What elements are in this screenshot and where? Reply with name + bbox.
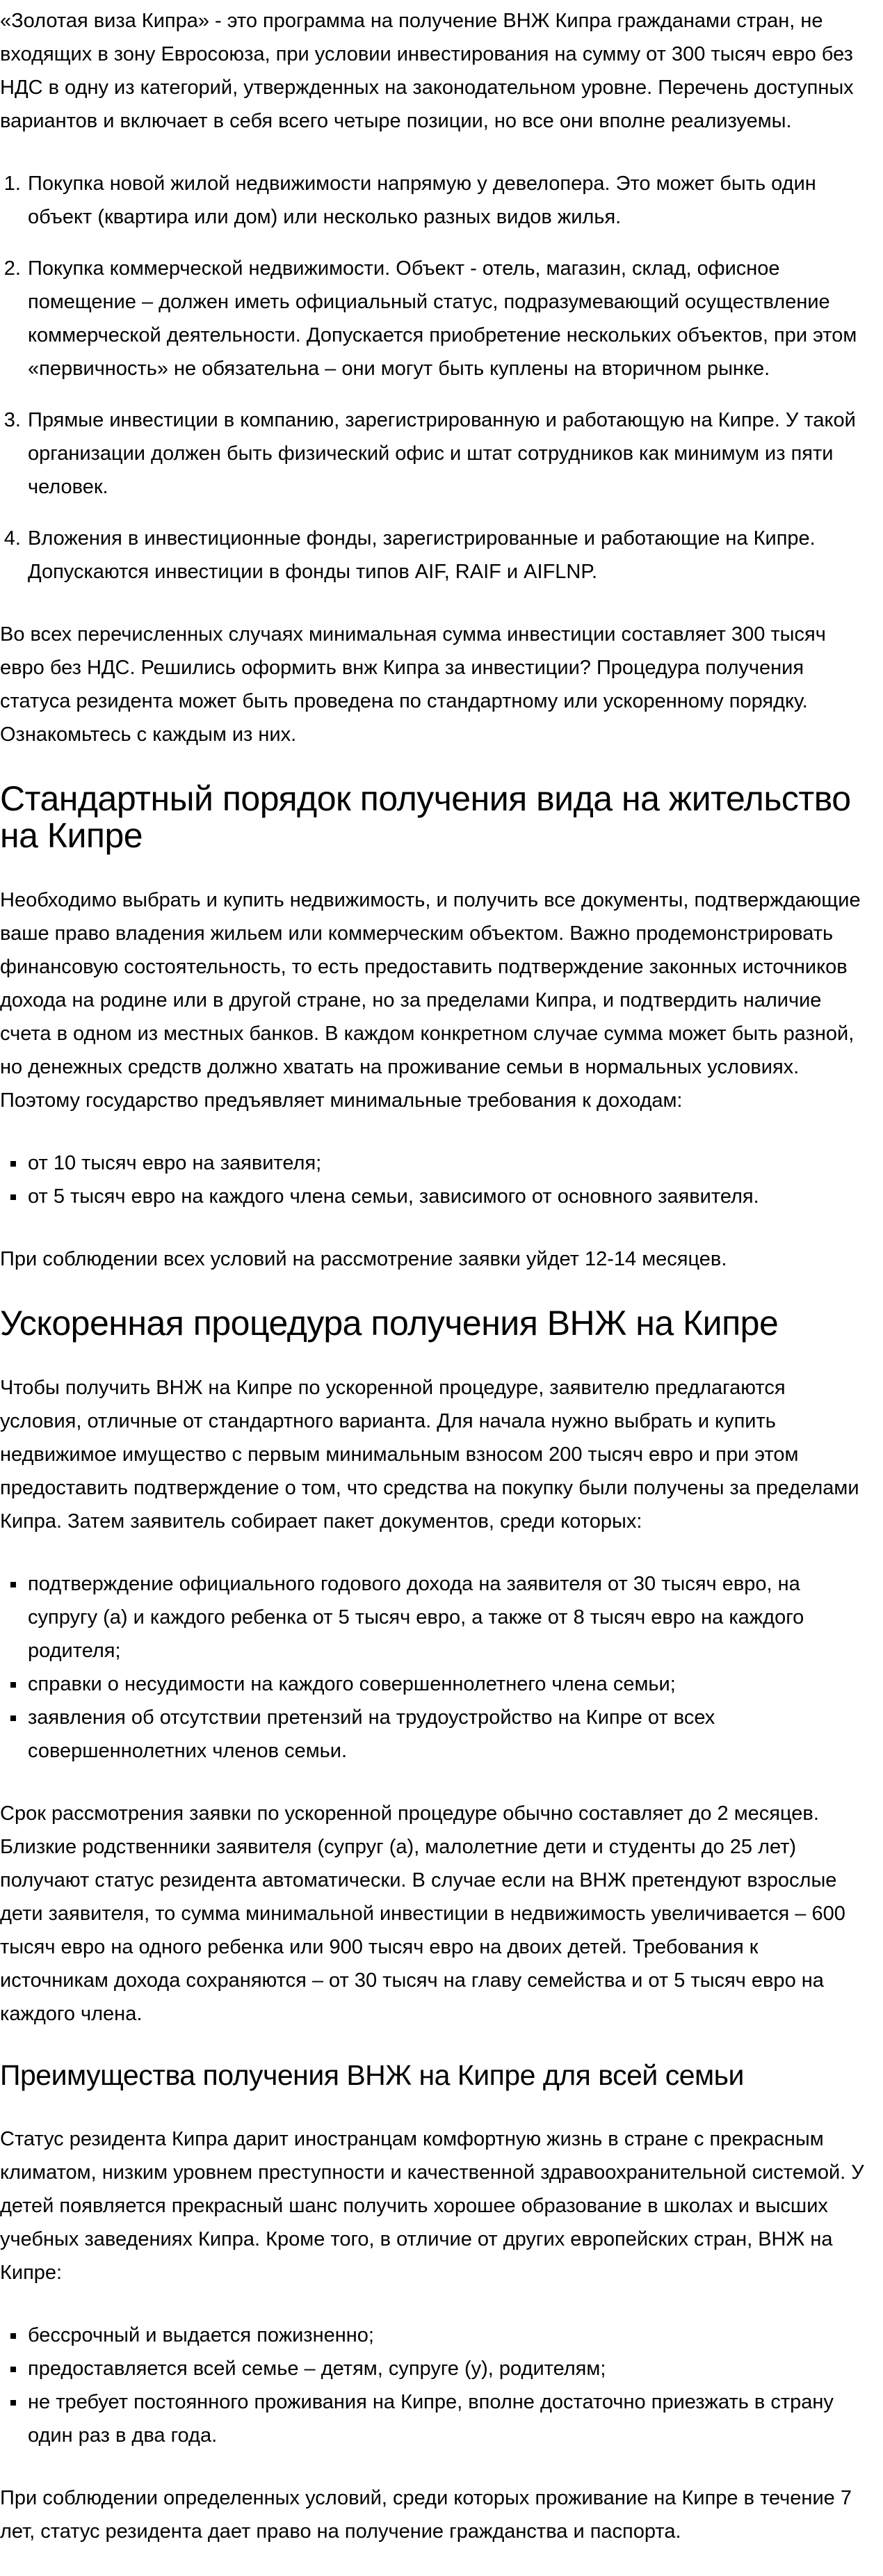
document-item: ▪ справки о несудимости на каждого совершеннолетнего члена семьи; bbox=[26, 1667, 868, 1701]
benefits-heading: Преимущества получения ВНЖ на Кипре для всей семьи bbox=[0, 2059, 744, 2091]
option-item: 1. Покупка новой жилой недвижимости напрямую у девелопера. Это может быть один объект (квартира или дом) или несколько разных видов жилья. bbox=[26, 167, 868, 234]
fast-track-heading: Ускоренная процедура получения ВНЖ на Кипре bbox=[0, 1304, 779, 1343]
processing-time-paragraph: При соблюдении всех условий на рассмотрение заявки уйдет 12-14 месяцев. bbox=[0, 1248, 727, 1270]
article bbox=[0, 4, 868, 2548]
investment-summary-paragraph: Во всех перечисленных случаях минимальная сумма инвестиции составляет 300 тысяч евро без НДС. Решились оформить внж Кипра за инвестиции? Процедура получения статуса резидента может быть проведена по стандартному или ускоренному порядку. Ознакомьтесь с каждым из них. bbox=[0, 623, 826, 746]
fast-track-paragraph: Чтобы получить ВНЖ на Кипре по ускоренной процедуре, заявителю предлагаются условия, отличные от стандартного варианта. Для начала нужно выбрать и купить недвижимое имущество с первым минимальным взносом 200 тысяч евро и при этом предоставить подтверждение о том, что средства на покупку были получены за пределами Кипра. Затем заявитель собирает пакет документов, среди которых: bbox=[0, 1377, 859, 1533]
option-item: 4. Вложения в инвестиционные фонды, зарегистрированные и работающие на Кипре. Допускаются инвестиции в фонды типов AIF, RAIF и AIFLNP. bbox=[26, 522, 868, 589]
standard-procedure-paragraph: Необходимо выбрать и купить недвижимость, и получить все документы, подтверждающие ваше право владения жильем или коммерческим объектом. Важно продемонстрировать финансовую состоятельность, то есть предоставить подтверждение законных источников дохода на родине или в другой стране, но за пределами Кипра, и подтвердить наличие счета в одном из местных банков. В каждом конкретном случае сумма может быть разной, но денежных средств должно хватать на проживание семьи в нормальных условиях. Поэтому государство предъявляет минимальные требования к доходам: bbox=[0, 889, 861, 1112]
option-item: 3. Прямые инвестиции в компанию, зарегистрированную и работающую на Кипре. У такой организации должен быть физический офис и штат сотрудников как минимум из пяти человек. bbox=[26, 403, 868, 504]
benefit-item: ▪ не требует постоянного проживания на Кипре, вполне достаточно приезжать в страну один раз в два года. bbox=[26, 2385, 868, 2452]
benefit-item: ▪ бессрочный и выдается пожизненно; bbox=[26, 2319, 868, 2352]
income-requirements-list bbox=[0, 1146, 868, 1213]
benefits-paragraph: Статус резидента Кипра дарит иностранцам комфортную жизнь в стране с прекрасным климатом, низким уровнем преступности и качественной здравоохранительной системой. У детей появляется прекрасный шанс получить хорошее образование в школах и высших учебных заведениях Кипра. Кроме того, в отличие от других европейских стран, ВНЖ на Кипре: bbox=[0, 2128, 864, 2284]
investment-options-list bbox=[0, 167, 868, 589]
document-item: ▪ подтверждение официального годового дохода на заявителя от 30 тысяч евро, на супругу (а) и каждого ребенка от 5 тысяч евро, а также от 8 тысяч евро на каждого родителя; bbox=[26, 1567, 868, 1667]
standard-procedure-heading: Стандартный порядок получения вида на жительство на Кипре bbox=[0, 779, 851, 855]
document-item: ▪ заявления об отсутствии претензий на трудоустройство на Кипре от всех совершеннолетних членов семьи. bbox=[26, 1701, 868, 1768]
required-documents-list bbox=[0, 1567, 868, 1768]
income-requirement-item: ▪ от 10 тысяч евро на заявителя; bbox=[26, 1146, 868, 1180]
intro-paragraph: «Золотая виза Кипра» - это программа на получение ВНЖ Кипра гражданами стран, не входящих в зону Евросоюза, при условии инвестирования на сумму от 300 тысяч евро без НДС в одну из категорий, утвержденных на законодательном уровне. Перечень доступных вариантов и включает в себя всего четыре позиции, но все они вполне реализуемы. bbox=[0, 10, 854, 132]
fast-track-details-paragraph: Срок рассмотрения заявки по ускоренной процедуре обычно составляет до 2 месяцев. Близкие родственники заявителя (супруг (а), малолетние дети и студенты до 25 лет) получают статус резидента автоматически. В случае если на ВНЖ претендуют взрослые дети заявителя, то сумма минимальной инвестиции в недвижимость увеличивается – 600 тысяч евро на одного ребенка или 900 тысяч евро на двоих детей. Требования к источникам дохода сохраняются – от 30 тысяч на главу семейства и от 5 тысяч евро на каждого члена. bbox=[0, 1802, 845, 2025]
income-requirement-item: ▪ от 5 тысяч евро на каждого члена семьи, зависимого от основного заявителя. bbox=[26, 1180, 868, 1213]
benefits-list bbox=[0, 2319, 868, 2452]
option-item: 2. Покупка коммерческой недвижимости. Объект - отель, магазин, склад, офисное помещение – должен иметь официальный статус, подразумевающий осуществление коммерческой деятельности. Допускается приобретение нескольких объектов, при этом «первичность» не обязательна – они могут быть куплены на вторичном рынке. bbox=[26, 252, 868, 385]
citizenship-paragraph: При соблюдении определенных условий, среди которых проживание на Кипре в течение 7 лет, статус резидента дает право на получение гражданства и паспорта. bbox=[0, 2487, 852, 2543]
benefit-item: ▪ предоставляется всей семье – детям, супруге (у), родителям; bbox=[26, 2352, 868, 2385]
